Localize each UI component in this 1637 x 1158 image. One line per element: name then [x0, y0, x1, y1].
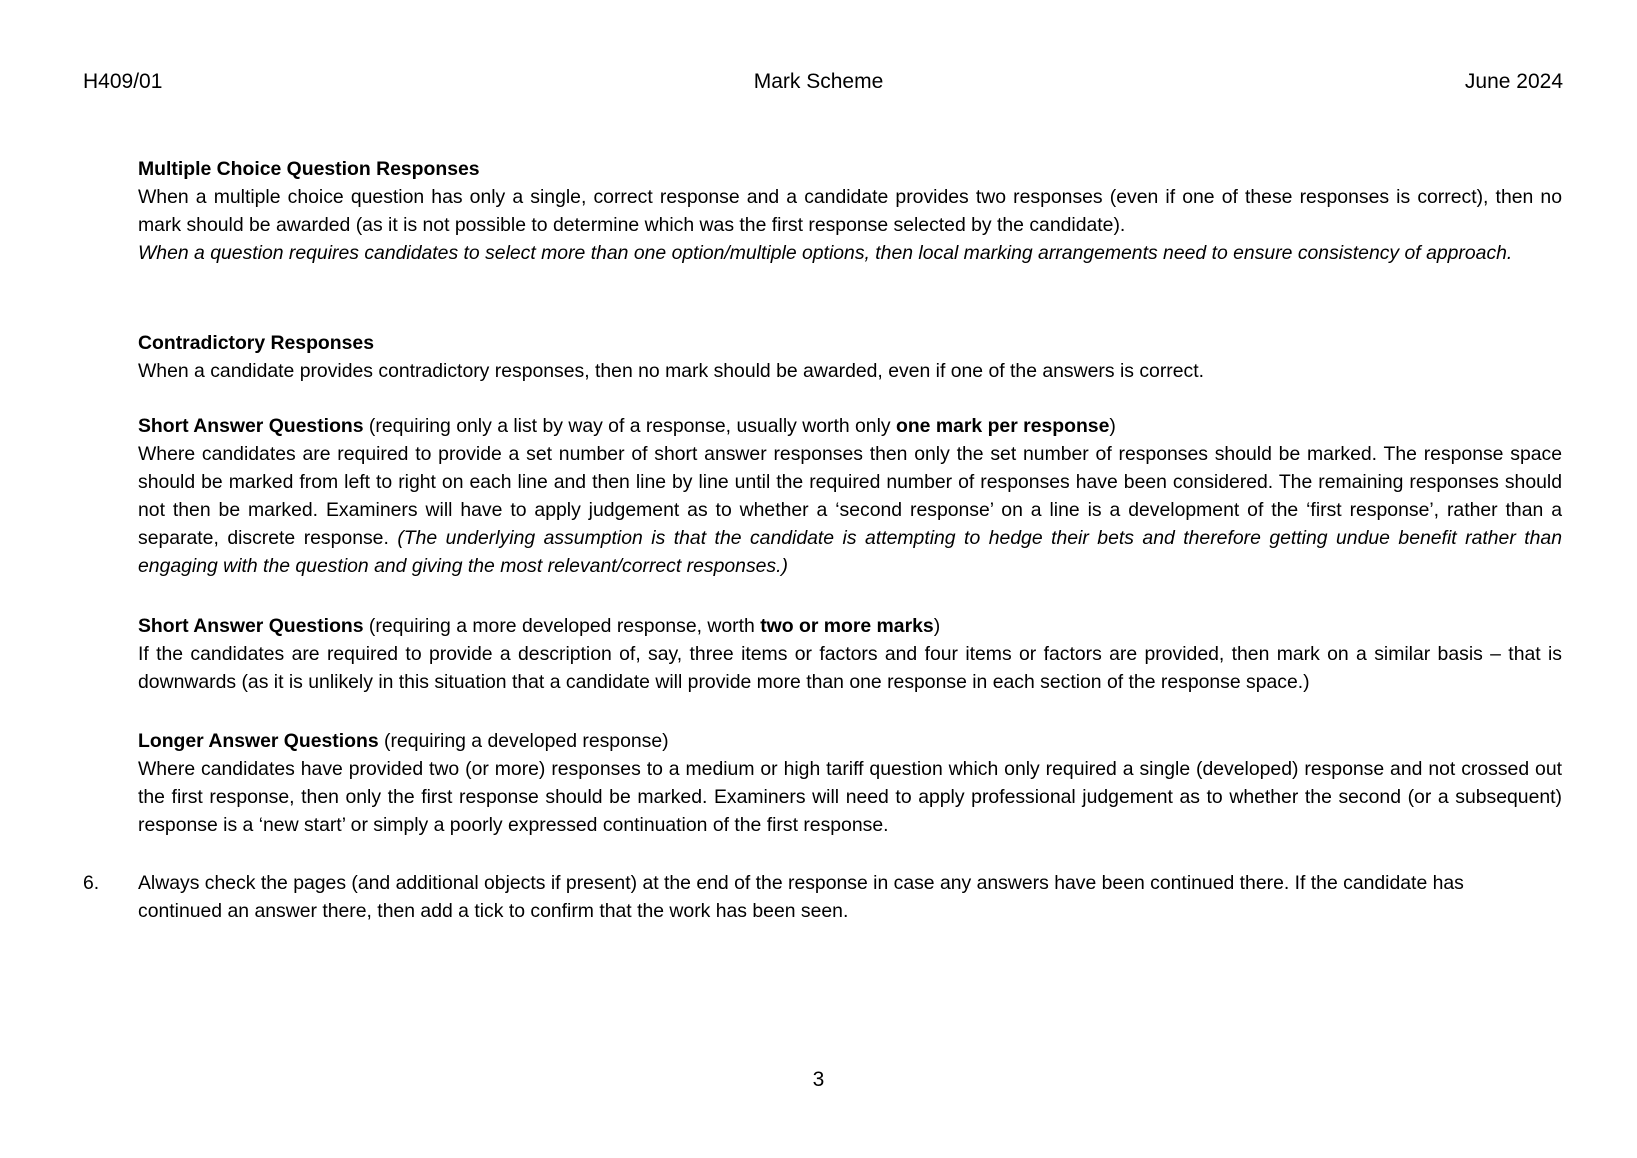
section-subtitle: (requiring a developed response) [378, 730, 669, 752]
section-subtitle-post: ) [933, 615, 941, 637]
section-body: When a candidate provides contradictory responses, then no mark should be awarded, even if one of the answers is correct. [138, 360, 1204, 382]
header-title: Mark Scheme [753, 70, 884, 93]
section-longer-answer [138, 727, 1562, 839]
section-subtitle-pre: (requiring a more developed response, worth [363, 615, 761, 637]
section-subtitle-bold: two or more marks [760, 615, 934, 637]
section-body: If the candidates are required to provide a description of, say, three items or factors and four items or factors are provided, then mark on a similar basis – that is downwards (as it is unlikely in this situation that a candidate will provide more than one response in each section of the response space.) [138, 643, 1562, 693]
section-short-answer-developed [138, 612, 1562, 696]
section-italic-note: (The underlying assumption is that the candidate is attempting to hedge their bets and therefore getting undue benefit rather than engaging with the question and giving the most relevant/correct responses.) [138, 527, 1562, 577]
section-contradictory [138, 329, 1562, 385]
section-italic-note: When a question requires candidates to select more than one option/multiple options, then local marking arrangements need to ensure consistency of approach. [138, 242, 1513, 264]
section-title: Longer Answer Questions [138, 730, 379, 752]
section-body-text: Where candidates are required to provide a set number of short answer responses then only the set number of responses should be marked. The response space should be marked from left to right on each line and then line by line until the required number of responses have been considered. The remaining responses should not then be marked. Examiners will have to apply judgement as to whether a ‘second response’ on a line is a development of the ‘first response’, rather than a separate, discrete response. [138, 443, 1562, 549]
header-date: June 2024 [1464, 70, 1563, 93]
section-short-answer-list [138, 412, 1562, 580]
item-text: Always check the pages (and additional objects if present) at the end of the response in case any answers have been continued there. If the candidate has continued an answer there, then add a tick to confirm that the work has been seen. [138, 872, 1464, 922]
item-number: 6. [83, 872, 100, 894]
section-multiple-choice [138, 155, 1562, 267]
section-heading [138, 612, 1562, 640]
page-number: 3 [812, 1068, 825, 1091]
section-subtitle-post: ) [1109, 415, 1116, 437]
section-subtitle-bold: one mark per response [895, 415, 1110, 437]
section-body: When a multiple choice question has only a single, correct response and a candidate provides two responses (even if one of these responses is correct), then no mark should be awarded (as it is not possible to determine which was the first response selected by the candidate). [138, 186, 1562, 236]
section-body [138, 440, 1562, 580]
section-body: Where candidates have provided two (or more) responses to a medium or high tariff question which only required a single (developed) response and not crossed out the first response, then only the first response should be marked. Examiners will need to apply professional judgement as to whether the second (or a subsequent) response is a ‘new start’ or simply a poorly expressed continuation of the first response. [138, 758, 1562, 836]
section-title: Contradictory Responses [138, 332, 374, 354]
section-title: Short Answer Questions [138, 415, 364, 437]
section-title: Short Answer Questions [138, 615, 364, 637]
section-heading [138, 412, 1562, 440]
header-paper-code: H409/01 [83, 70, 163, 93]
section-title: Multiple Choice Question Responses [138, 158, 480, 180]
section-subtitle-pre: (requiring only a list by way of a response, usually worth only [363, 415, 896, 437]
section-heading [138, 727, 1562, 755]
